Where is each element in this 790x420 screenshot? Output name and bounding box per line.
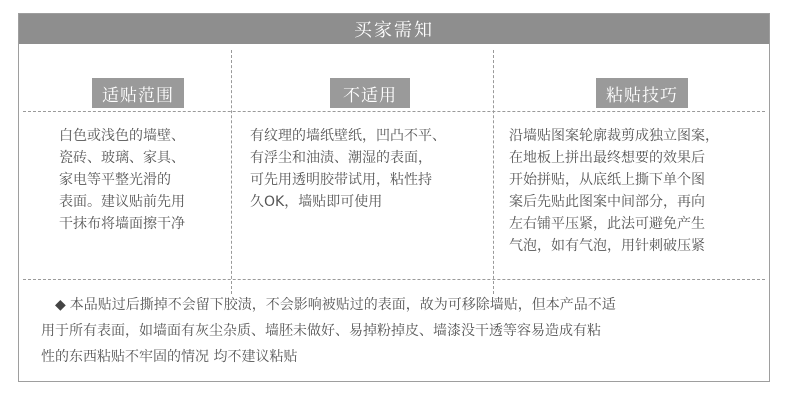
label-not-applicable [330, 78, 410, 108]
note-line: 本品贴过后撕掉不会留下胶渍，不会影响被贴过的表面，故为可移除墙贴，但本产品不适 [69, 297, 616, 313]
text-line: 左右铺平压紧，此法可避免产生 [509, 216, 705, 232]
column-divider [493, 50, 494, 294]
suitable-range-text [59, 125, 185, 235]
notice-frame [18, 13, 770, 382]
removal-note [41, 292, 761, 370]
text-line: 白色或浅色的墙壁、 [59, 128, 185, 144]
text-line: 在地板上拼出最终想要的效果后 [509, 150, 705, 166]
text-line: 久OK，墙贴即可使用 [250, 194, 383, 210]
text-line: 家电等平整光滑的 [59, 172, 171, 188]
text-line: 瓷砖、玻璃、家具、 [59, 150, 185, 166]
text-line: 表面。建议贴前先用 [59, 194, 185, 210]
not-applicable-text [250, 125, 446, 213]
label-suitable-range [92, 78, 184, 108]
note-line: 用于所有表面，如墙面有灰尘杂质、墙胚未做好、易掉粉掉皮、墙漆没干透等容易造成有粘 [41, 323, 601, 339]
text-line: 案后先贴此图案中间部分，再向 [509, 194, 705, 210]
label-suitable-range-text: 适贴范围 [102, 85, 174, 106]
label-pasting-tips [596, 78, 688, 108]
text-line: 沿墙贴图案轮廓裁剪成独立图案， [509, 128, 719, 144]
label-not-applicable-text: 不适用 [343, 85, 397, 106]
label-divider [23, 111, 765, 112]
label-pasting-tips-text: 粘贴技巧 [606, 85, 678, 106]
text-line: 干抹布将墙面擦干净 [59, 216, 185, 232]
text-line: 可先用透明胶带试用，粘性持 [250, 172, 432, 188]
text-line: 气泡，如有气泡，用针刺破压紧 [509, 238, 705, 254]
notice-title: 买家需知 [354, 20, 434, 41]
notice-header [19, 14, 769, 44]
text-line: 有浮尘和油渍、潮湿的表面， [250, 150, 432, 166]
text-line: 开始拼贴，从底纸上撕下单个图 [509, 172, 705, 188]
column-divider [231, 50, 232, 294]
text-line: 有纹理的墙纸壁纸，凹凸不平、 [250, 128, 446, 144]
note-line: 性的东西粘贴不牢固的情况 均不建议粘贴 [41, 349, 298, 365]
content-divider [23, 279, 765, 280]
diamond-bullet-icon: ◆ [55, 297, 66, 313]
pasting-tips-text [509, 125, 719, 257]
